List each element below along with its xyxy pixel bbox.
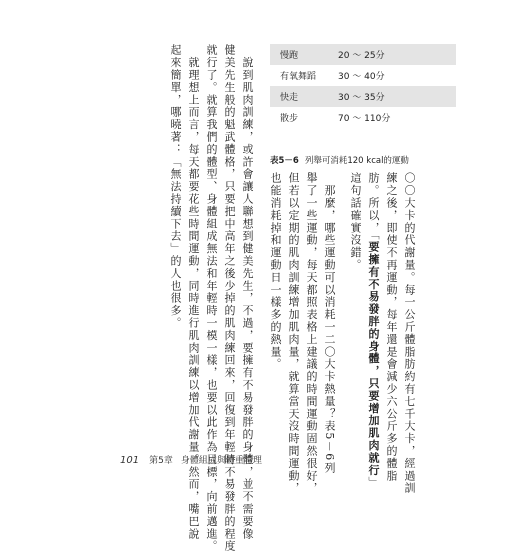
text-column: 這句話確實沒錯。 bbox=[349, 172, 362, 272]
minutes-cell: 30 ～ 40分 bbox=[338, 72, 385, 82]
text-column: 也能消耗掉和運動日一樣多的熱量。 bbox=[269, 172, 282, 371]
text-column: 就理想上而言，每天都要花些時間運動，同時進行肌肉訓練以增加代謝量。然而，嘴巴說 bbox=[187, 44, 200, 540]
text-column: 但若以定期的肌肉訓練增加肌肉量，就算當天沒時間運動， bbox=[287, 172, 300, 495]
table-row bbox=[270, 65, 456, 86]
text-column: 舉了一些運動，每天都照表格上建議的時間運動固然很好， bbox=[305, 172, 318, 495]
text-column: 就行了。就算我們的體型、身體組成無法和年輕時一模一樣，也要以此作為目標，向前邁進。 bbox=[205, 44, 218, 552]
activity-cell: 散步 bbox=[280, 114, 299, 124]
text-column: 健美先生般的魁武體格，只要把中高年之後少掉的肌肉練回來，回復到年輕時不易發胖的程度 bbox=[223, 44, 236, 552]
text-column: 那麼，哪些運動可以消耗一二〇大卡熱量？表5－6列 bbox=[323, 172, 336, 474]
table-row bbox=[270, 44, 456, 65]
minutes-cell: 70 ～ 110分 bbox=[338, 114, 391, 124]
page-footer bbox=[120, 453, 262, 466]
chapter-title: 身體組成與體重管理 bbox=[180, 456, 262, 466]
page-number: 101 bbox=[120, 455, 140, 466]
table-row bbox=[270, 86, 456, 107]
activity-cell: 有氧舞蹈 bbox=[280, 72, 317, 82]
caption-text: 列舉可消耗120 kcal的運動 bbox=[304, 156, 409, 166]
text-column: 起來簡單，哪曉著：「無法持續下去」的人也很多。 bbox=[169, 44, 182, 330]
text-column: 練之後，即使不再運動，每年還是會減少六公斤多的體脂 bbox=[385, 172, 398, 482]
minutes-cell: 30 ～ 35分 bbox=[338, 93, 385, 103]
text-column: 說到肌肉訓練，或許會讓人聯想到健美先生，不過，要擁有不易發胖的身體，並不需要像 bbox=[241, 44, 254, 540]
activity-cell: 快走 bbox=[280, 93, 299, 103]
exercise-table bbox=[270, 44, 456, 128]
text-column: 〇〇大卡的代謝量。每一公斤體脂肪約有七千大卡，經過訓 bbox=[403, 172, 416, 495]
activity-cell: 慢跑 bbox=[280, 51, 299, 61]
text-column: 肪。所以，「要擁有不易發胖的身體，只要增加肌肉就行」 bbox=[367, 172, 380, 489]
caption-number: 表5－6 bbox=[270, 156, 299, 166]
chapter-label: 第5章 bbox=[149, 456, 173, 466]
table-row bbox=[270, 107, 456, 128]
table-caption bbox=[270, 154, 409, 166]
minutes-cell: 20 ～ 25分 bbox=[338, 51, 385, 61]
